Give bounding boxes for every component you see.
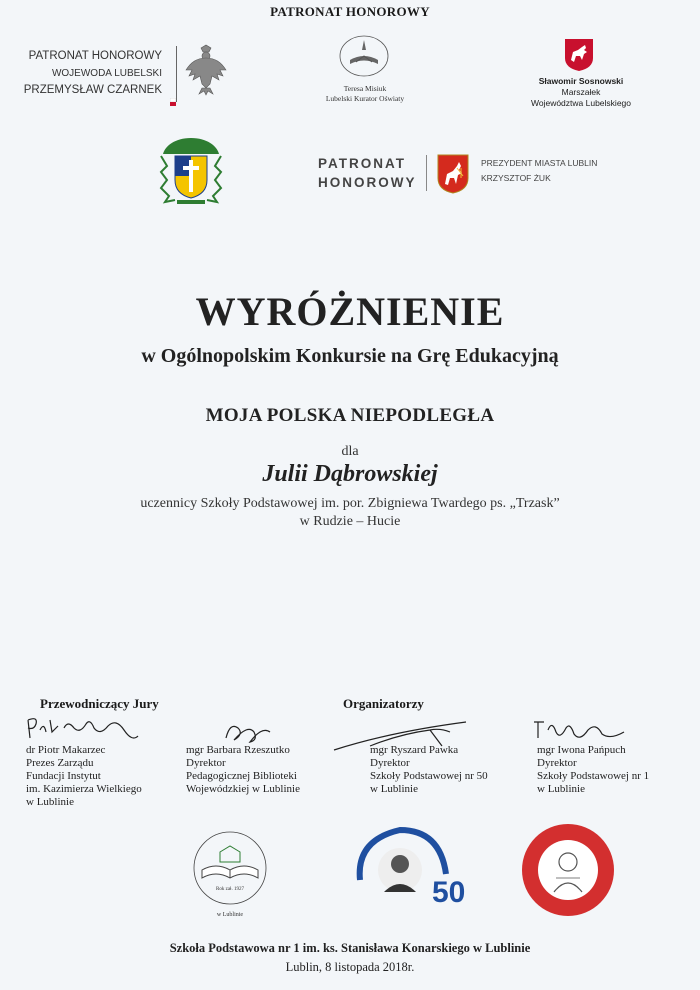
signatory-org: Szkoły Podstawowej nr 50 — [370, 770, 488, 782]
signatory-name: dr Piotr Makarzec — [26, 744, 106, 756]
school-50-number: 50 — [432, 876, 466, 909]
jury-heading: Przewodniczący Jury — [40, 696, 159, 711]
bishop-coat-of-arms-icon — [155, 136, 227, 206]
signatory-org: Fundacji Instytut — [26, 770, 101, 782]
recipient-school-town: w Rudzie – Hucie — [299, 514, 401, 529]
marszalek-caption — [520, 76, 642, 109]
patronat-line2: HONOROWY — [318, 175, 417, 190]
signatory-makarzec — [26, 744, 176, 809]
wojewoda-line3: PRZEMYSŁAW CZARNEK — [23, 84, 162, 96]
prezydent-line1: PREZYDENT MIASTA LUBLIN — [481, 158, 598, 168]
kuratorium-logo-icon — [336, 32, 392, 82]
wojewoda-patronage — [22, 48, 162, 99]
library-city: w Lublinie — [216, 912, 244, 918]
signatory-role: Dyrektor — [370, 757, 410, 769]
signatory-city: w Lublinie — [26, 796, 74, 808]
lubelskie-crest-icon — [564, 38, 594, 72]
organizers-heading: Organizatorzy — [343, 696, 424, 711]
signatory-role: Dyrektor — [186, 757, 226, 769]
recipient-name: Julii Dąbrowskiej — [262, 461, 438, 487]
contest-name: MOJA POLSKA NIEPODLEGŁA — [205, 405, 495, 426]
signatory-org: Pedagogicznej Biblioteki — [186, 770, 297, 782]
signatory-name: mgr Iwona Pańpuch — [537, 744, 626, 756]
divider — [176, 46, 177, 102]
pedagogical-library-logo-icon — [180, 822, 280, 922]
signatory-pawka — [370, 744, 510, 796]
signatory-rzeszutko — [186, 744, 326, 796]
marszalek-role1: Marszałek — [561, 87, 601, 97]
signatory-org: Szkoły Podstawowej nr 1 — [537, 770, 650, 782]
signatory-role: Dyrektor — [537, 757, 577, 769]
signatory-city: w Lublinie — [370, 783, 418, 795]
footer-school: Szkoła Podstawowa nr 1 im. ks. Stanisława Konarskiego w Lublinie — [169, 941, 531, 955]
kurator-caption — [300, 84, 430, 104]
award-title: WYRÓŻNIENIE — [195, 289, 505, 334]
wojewoda-line1: PATRONAT HONOROWY — [28, 50, 162, 62]
recipient-school: uczennicy Szkoły Podstawowej im. por. Zbigniewa Twardego ps. „Trzask” — [140, 496, 560, 511]
signatory-name: mgr Ryszard Pawka — [370, 744, 459, 756]
award-subtitle: w Ogólnopolskim Konkursie na Grę Edukacyjną — [141, 345, 559, 367]
school-50-logo-icon — [342, 820, 468, 912]
library-est-year: Rok zał. 1927 — [216, 887, 244, 892]
lublin-crest-icon — [437, 154, 469, 194]
footer-date: Lublin, 8 listopada 2018r. — [285, 960, 415, 974]
wojewoda-line2: WOJEWODA LUBELSKI — [51, 68, 162, 79]
for-label: dla — [341, 444, 359, 459]
signatory-panpuch — [537, 744, 677, 796]
signatory-city: w Lublinie — [537, 783, 585, 795]
signatory-org: Wojewódzkiej w Lublinie — [186, 783, 300, 795]
prezydent-caption — [481, 156, 621, 186]
patronat-line1: PATRONAT — [318, 156, 406, 171]
signatory-org: im. Kazimierza Wielkiego — [26, 783, 142, 795]
patronat-honorowy-label — [318, 154, 418, 192]
signatory-role: Prezes Zarządu — [26, 757, 94, 769]
polish-eagle-icon — [183, 44, 229, 96]
divider — [426, 155, 427, 191]
marszalek-role2: Województwa Lubelskiego — [530, 98, 631, 108]
prezydent-line2: KRZYSZTOF ŻUK — [481, 173, 551, 183]
marszalek-name: Sławomir Sosnowski — [538, 76, 624, 86]
kurator-role: Lubelski Kurator Oświaty — [325, 94, 405, 103]
polish-flag-icon — [170, 98, 176, 106]
signatory-name: mgr Barbara Rzeszutko — [186, 744, 290, 756]
school-1-logo-icon — [520, 822, 616, 918]
patronage-heading: PATRONAT HONOROWY — [270, 4, 430, 19]
kurator-name: Teresa Misiuk — [343, 84, 387, 93]
signature-panpuch — [530, 716, 630, 746]
